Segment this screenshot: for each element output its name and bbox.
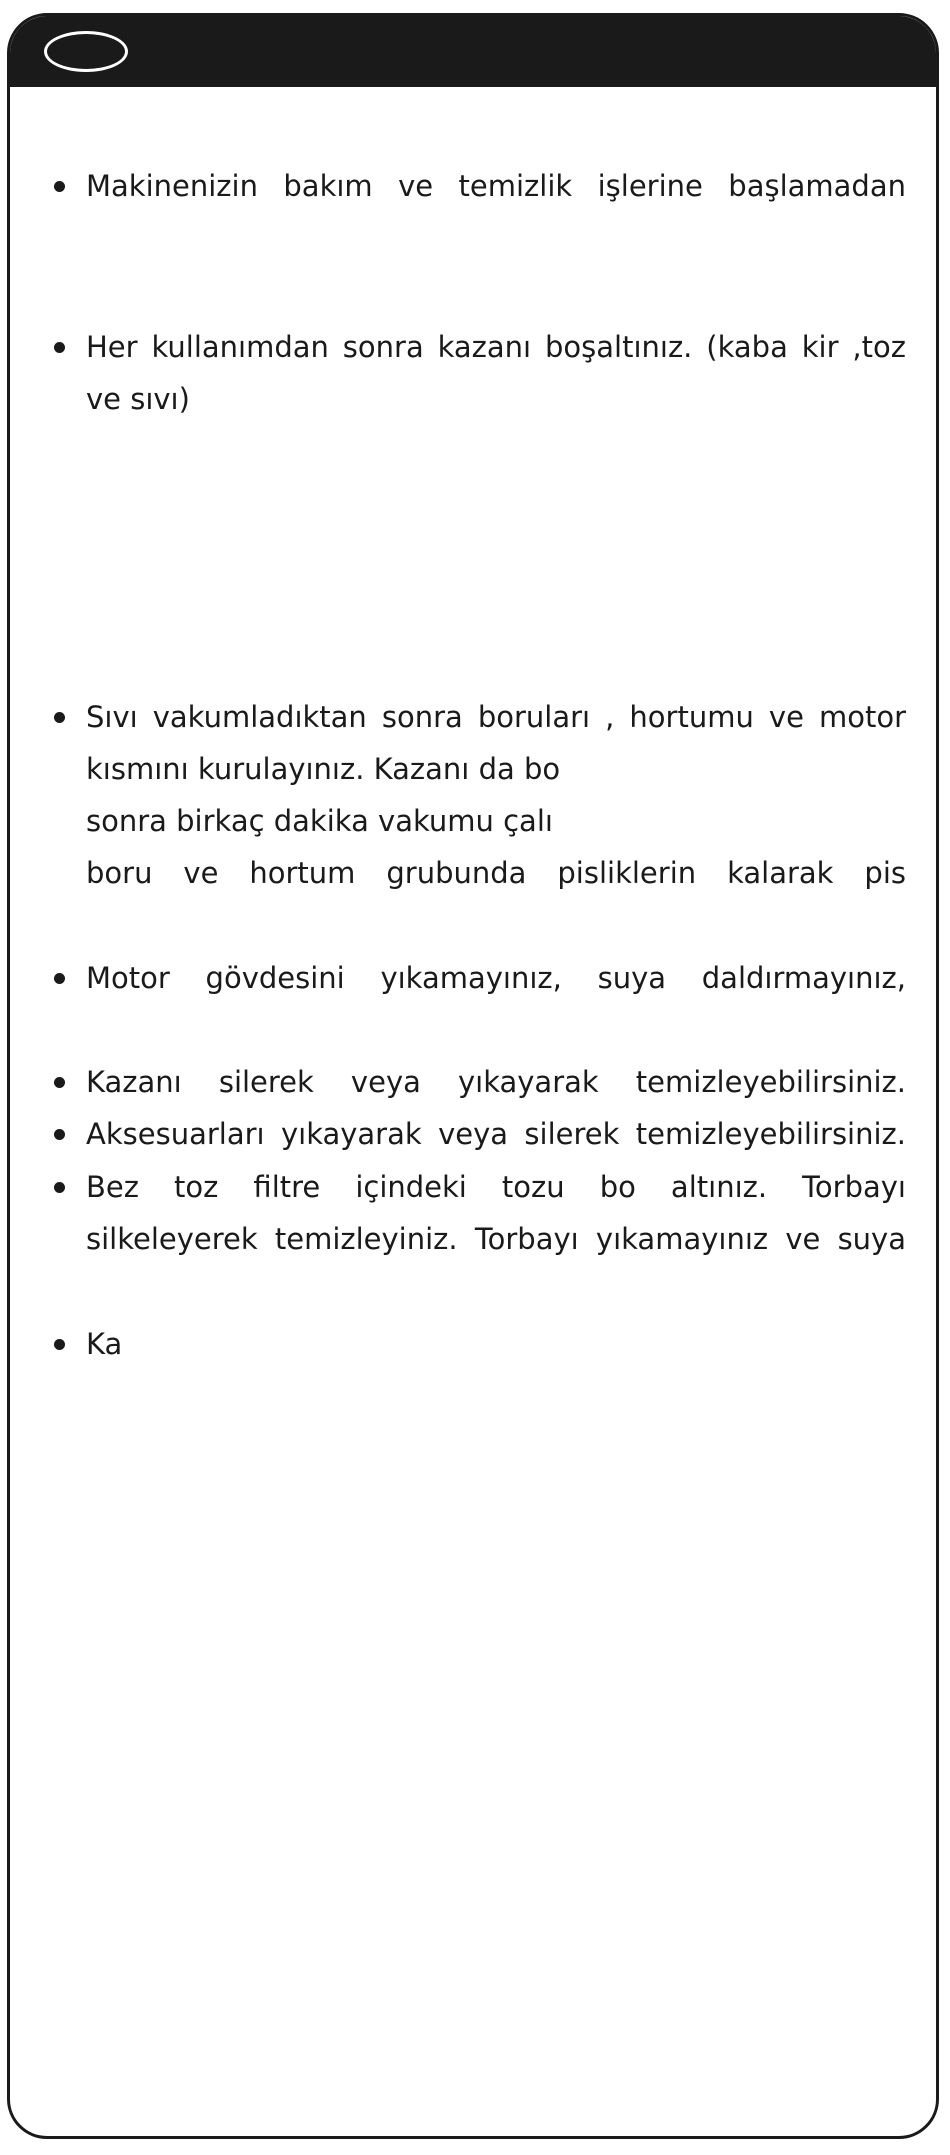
item-text-line: silkeleyerek temizleyiniz. Torbayı yıkamayınız ve suya	[86, 1222, 906, 1256]
bullet-icon	[54, 973, 65, 984]
instruction-panel	[7, 13, 939, 2139]
item-text-line: Her kullanımdan sonra kazanı boşaltınız. (kaba kir ,toz	[86, 330, 906, 364]
item-text-line: Aksesuarları yıkayarak veya silerek temizleyebilirsiniz.	[86, 1117, 906, 1151]
item-text-line: boru ve hortum grubunda pisliklerin kalarak pis	[86, 856, 906, 890]
section-marker-oval	[44, 31, 128, 72]
bullet-icon	[54, 1339, 65, 1350]
bullet-icon	[54, 1129, 65, 1140]
bullet-icon	[54, 181, 65, 192]
header-bar	[10, 16, 936, 87]
item-text-line: sonra birkaç dakika vakumu çalı	[86, 804, 553, 838]
bullet-icon	[54, 1077, 65, 1088]
item-text-line: Motor gövdesini yıkamayınız, suya daldırmayınız,	[86, 961, 906, 995]
item-text-line: Ka	[86, 1327, 123, 1361]
bullet-icon	[54, 712, 65, 723]
item-text-line: Sıvı vakumladıktan sonra boruları , hortumu ve motor	[86, 700, 906, 734]
item-text-line: Kazanı silerek veya yıkayarak temizleyebilirsiniz.	[86, 1065, 906, 1099]
bullet-icon	[54, 1182, 65, 1193]
item-text-line: Makinenizin bakım ve temizlik işlerine başlamadan	[86, 169, 906, 203]
item-text-line: ve sıvı)	[86, 382, 190, 416]
bullet-icon	[54, 342, 65, 353]
item-text-line: Bez toz filtre içindeki tozu bo altınız. Torbayı	[86, 1170, 906, 1204]
item-text-line: kısmını kurulayınız. Kazanı da bo	[86, 752, 561, 786]
